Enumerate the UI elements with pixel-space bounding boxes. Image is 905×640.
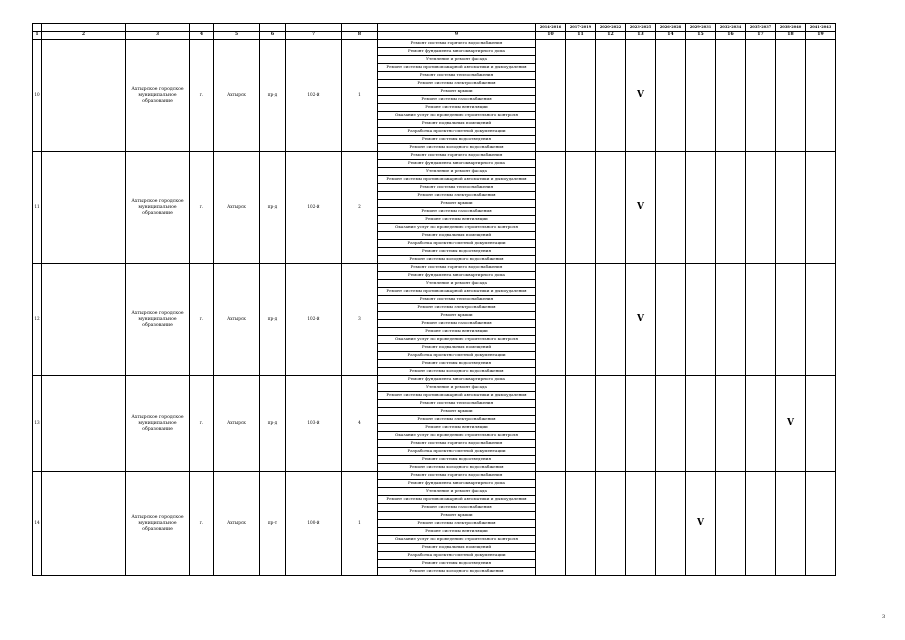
period-cell	[806, 472, 836, 576]
work-type: Ремонт системы теплоснабжения	[378, 400, 536, 408]
empty-cell	[42, 264, 126, 376]
street-name: 100-й	[286, 472, 342, 576]
period-mark: V	[626, 152, 656, 264]
header-empty-cell	[42, 24, 126, 32]
column-number: 11	[566, 32, 596, 40]
work-type: Ремонт системы газоснабжения	[378, 96, 536, 104]
work-type: Ремонт системы вентиляции	[378, 328, 536, 336]
period-mark: V	[776, 376, 806, 472]
settlement-type: г.	[190, 152, 214, 264]
column-number: 4	[190, 32, 214, 40]
work-type: Ремонт системы вентиляции	[378, 216, 536, 224]
settlement-type: г.	[190, 40, 214, 152]
column-number: 14	[656, 32, 686, 40]
period-header: 2014-2016	[536, 24, 566, 32]
work-type: Ремонт системы водоотведения	[378, 360, 536, 368]
empty-cell	[42, 152, 126, 264]
settlement-name: Ахтырск	[214, 376, 260, 472]
work-type: Ремонт системы электроснабжения	[378, 520, 536, 528]
work-type: Ремонт фундамента многоквартирного дома	[378, 272, 536, 280]
street-name: 103-й	[286, 376, 342, 472]
work-type: Ремонт системы газоснабжения	[378, 320, 536, 328]
period-cell	[806, 376, 836, 472]
row-number: 11	[33, 152, 42, 264]
settlement-name: Ахтырск	[214, 40, 260, 152]
work-type: Ремонт системы противопожарной автоматики и дымоудаления	[378, 496, 536, 504]
work-type: Ремонт системы горячего водоснабжения	[378, 152, 536, 160]
period-cell	[776, 40, 806, 152]
period-cell	[566, 40, 596, 152]
settlement-type: г.	[190, 472, 214, 576]
work-type: Ремонт системы холодного водоснабжения	[378, 144, 536, 152]
work-type: Оказание услуг по проведению строительного контроля	[378, 224, 536, 232]
header-numbers-row	[33, 32, 836, 40]
period-cell	[566, 264, 596, 376]
work-type: Ремонт системы горячего водоснабжения	[378, 40, 536, 48]
period-cell	[656, 472, 686, 576]
street-type: пр-д	[260, 376, 286, 472]
municipality-name: Ахтырское городское муниципальное образование	[126, 40, 190, 152]
period-header: 2029-2031	[686, 24, 716, 32]
work-type: Утепление и ремонт фасада	[378, 280, 536, 288]
work-type: Ремонт системы холодного водоснабжения	[378, 256, 536, 264]
period-header: 2017-2019	[566, 24, 596, 32]
municipality-name: Ахтырское городское муниципальное образование	[126, 264, 190, 376]
work-type: Ремонт системы противопожарной автоматики и дымоудаления	[378, 392, 536, 400]
period-cell	[716, 40, 746, 152]
work-type: Ремонт системы электроснабжения	[378, 192, 536, 200]
work-type: Ремонт системы водоотведения	[378, 136, 536, 144]
municipality-name: Ахтырское городское муниципальное образование	[126, 376, 190, 472]
period-cell	[716, 264, 746, 376]
settlement-name: Ахтырск	[214, 152, 260, 264]
settlement-name: Ахтырск	[214, 472, 260, 576]
period-cell	[596, 40, 626, 152]
header-empty-cell	[342, 24, 378, 32]
work-type: Оказание услуг по проведению строительного контроля	[378, 112, 536, 120]
period-cell	[566, 376, 596, 472]
period-mark: V	[626, 40, 656, 152]
work-type: Ремонт крыши	[378, 512, 536, 520]
work-type: Ремонт фундамента многоквартирного дома	[378, 480, 536, 488]
period-cell	[536, 264, 566, 376]
period-cell	[746, 40, 776, 152]
period-cell	[686, 376, 716, 472]
period-cell	[536, 40, 566, 152]
period-cell	[596, 152, 626, 264]
street-name: 102-й	[286, 40, 342, 152]
header-empty-cell	[33, 24, 42, 32]
work-type: Ремонт крыши	[378, 88, 536, 96]
period-cell	[806, 40, 836, 152]
work-type: Разработка проектно-сметной документации	[378, 240, 536, 248]
work-type: Оказание услуг по проведению строительного контроля	[378, 432, 536, 440]
period-mark: V	[686, 472, 716, 576]
municipality-name: Ахтырское городское муниципальное образование	[126, 152, 190, 264]
column-number: 5	[214, 32, 260, 40]
work-type: Ремонт фундамента многоквартирного дома	[378, 160, 536, 168]
period-cell	[806, 152, 836, 264]
empty-cell	[42, 40, 126, 152]
page-number: 3	[882, 614, 886, 620]
row-number: 14	[33, 472, 42, 576]
period-cell	[716, 376, 746, 472]
period-cell	[716, 152, 746, 264]
table-body	[33, 24, 836, 576]
street-type: пр-д	[260, 40, 286, 152]
period-cell	[536, 152, 566, 264]
work-type: Ремонт системы теплоснабжения	[378, 296, 536, 304]
period-cell	[686, 152, 716, 264]
work-type: Ремонт подвальных помещений	[378, 232, 536, 240]
work-type: Ремонт системы вентиляции	[378, 528, 536, 536]
table-row	[33, 152, 836, 160]
house-number: 2	[342, 152, 378, 264]
column-number: 17	[746, 32, 776, 40]
work-type: Ремонт системы водоотведения	[378, 456, 536, 464]
period-cell	[656, 264, 686, 376]
work-type: Утепление и ремонт фасада	[378, 56, 536, 64]
period-cell	[746, 376, 776, 472]
street-name: 102-й	[286, 264, 342, 376]
work-type: Ремонт системы горячего водоснабжения	[378, 440, 536, 448]
work-type: Утепление и ремонт фасада	[378, 488, 536, 496]
work-type: Ремонт системы холодного водоснабжения	[378, 568, 536, 576]
work-type: Ремонт системы горячего водоснабжения	[378, 264, 536, 272]
work-type: Утепление и ремонт фасада	[378, 168, 536, 176]
column-number: 3	[126, 32, 190, 40]
column-number: 9	[378, 32, 536, 40]
work-type: Ремонт системы холодного водоснабжения	[378, 464, 536, 472]
period-header: 2041-2043	[806, 24, 836, 32]
period-cell	[656, 376, 686, 472]
empty-cell	[42, 472, 126, 576]
column-number: 16	[716, 32, 746, 40]
work-type: Ремонт системы противопожарной автоматики и дымоудаления	[378, 288, 536, 296]
work-type: Разработка проектно-сметной документации	[378, 448, 536, 456]
period-cell	[566, 472, 596, 576]
period-header: 2026-2028	[656, 24, 686, 32]
header-periods-row	[33, 24, 836, 32]
column-number: 6	[260, 32, 286, 40]
work-type: Разработка проектно-сметной документации	[378, 552, 536, 560]
work-type: Ремонт системы водоотведения	[378, 248, 536, 256]
work-type: Ремонт крыши	[378, 200, 536, 208]
period-cell	[806, 264, 836, 376]
header-empty-cell	[126, 24, 190, 32]
work-type: Ремонт системы теплоснабжения	[378, 184, 536, 192]
table-row	[33, 472, 836, 480]
period-cell	[566, 152, 596, 264]
house-number: 1	[342, 472, 378, 576]
work-type: Ремонт крыши	[378, 408, 536, 416]
period-cell	[596, 264, 626, 376]
work-type: Разработка проектно-сметной документации	[378, 352, 536, 360]
header-empty-cell	[190, 24, 214, 32]
work-type: Ремонт системы газоснабжения	[378, 208, 536, 216]
period-cell	[746, 264, 776, 376]
row-number: 10	[33, 40, 42, 152]
row-number: 12	[33, 264, 42, 376]
period-cell	[626, 472, 656, 576]
house-number: 3	[342, 264, 378, 376]
period-cell	[746, 472, 776, 576]
header-empty-cell	[214, 24, 260, 32]
column-number: 1	[33, 32, 42, 40]
work-type: Ремонт системы электроснабжения	[378, 80, 536, 88]
period-header: 2035-2037	[746, 24, 776, 32]
work-type: Ремонт системы теплоснабжения	[378, 72, 536, 80]
column-number: 8	[342, 32, 378, 40]
period-cell	[596, 376, 626, 472]
work-type: Разработка проектно-сметной документации	[378, 128, 536, 136]
period-cell	[686, 40, 716, 152]
work-type: Ремонт системы электроснабжения	[378, 304, 536, 312]
period-cell	[776, 472, 806, 576]
column-number: 12	[596, 32, 626, 40]
column-number: 19	[806, 32, 836, 40]
period-header: 2038-2040	[776, 24, 806, 32]
street-type: пр-д	[260, 264, 286, 376]
column-number: 15	[686, 32, 716, 40]
street-name: 102-й	[286, 152, 342, 264]
period-cell	[596, 472, 626, 576]
period-header: 2020-2022	[596, 24, 626, 32]
period-cell	[686, 264, 716, 376]
work-type: Ремонт системы холодного водоснабжения	[378, 368, 536, 376]
column-number: 7	[286, 32, 342, 40]
period-cell	[776, 264, 806, 376]
work-type: Ремонт фундамента многоквартирного дома	[378, 48, 536, 56]
period-cell	[746, 152, 776, 264]
table-row	[33, 376, 836, 384]
work-type: Ремонт подвальных помещений	[378, 120, 536, 128]
work-type: Ремонт системы электроснабжения	[378, 416, 536, 424]
work-type: Оказание услуг по проведению строительного контроля	[378, 536, 536, 544]
period-header: 2023-2025	[626, 24, 656, 32]
table-row	[33, 264, 836, 272]
period-cell	[536, 472, 566, 576]
header-empty-cell	[286, 24, 342, 32]
work-type: Ремонт системы противопожарной автоматики и дымоудаления	[378, 64, 536, 72]
program-table-sheet	[32, 23, 835, 576]
settlement-name: Ахтырск	[214, 264, 260, 376]
work-type: Ремонт системы газоснабжения	[378, 504, 536, 512]
work-type: Ремонт системы вентиляции	[378, 424, 536, 432]
period-cell	[716, 472, 746, 576]
street-type: пр-т	[260, 472, 286, 576]
work-type: Ремонт системы противопожарной автоматики и дымоудаления	[378, 176, 536, 184]
row-number: 13	[33, 376, 42, 472]
period-cell	[536, 376, 566, 472]
column-number: 13	[626, 32, 656, 40]
work-type: Ремонт системы горячего водоснабжения	[378, 472, 536, 480]
house-number: 4	[342, 376, 378, 472]
work-type: Ремонт системы вентиляции	[378, 104, 536, 112]
header-empty-cell	[378, 24, 536, 32]
period-cell	[626, 376, 656, 472]
column-number: 10	[536, 32, 566, 40]
column-number: 2	[42, 32, 126, 40]
work-type: Ремонт фундамента многоквартирного дома	[378, 376, 536, 384]
work-type: Ремонт крыши	[378, 312, 536, 320]
settlement-type: г.	[190, 376, 214, 472]
work-type: Оказание услуг по проведению строительного контроля	[378, 336, 536, 344]
period-cell	[776, 152, 806, 264]
municipality-name: Ахтырское городское муниципальное образование	[126, 472, 190, 576]
period-header: 2032-2034	[716, 24, 746, 32]
house-number: 1	[342, 40, 378, 152]
repair-program-table	[32, 23, 836, 576]
street-type: пр-д	[260, 152, 286, 264]
period-cell	[656, 40, 686, 152]
settlement-type: г.	[190, 264, 214, 376]
period-mark: V	[626, 264, 656, 376]
work-type: Утепление и ремонт фасада	[378, 384, 536, 392]
work-type: Ремонт системы водоотведения	[378, 560, 536, 568]
work-type: Ремонт подвальных помещений	[378, 544, 536, 552]
column-number: 18	[776, 32, 806, 40]
header-empty-cell	[260, 24, 286, 32]
period-cell	[656, 152, 686, 264]
table-row	[33, 40, 836, 48]
empty-cell	[42, 376, 126, 472]
work-type: Ремонт подвальных помещений	[378, 344, 536, 352]
